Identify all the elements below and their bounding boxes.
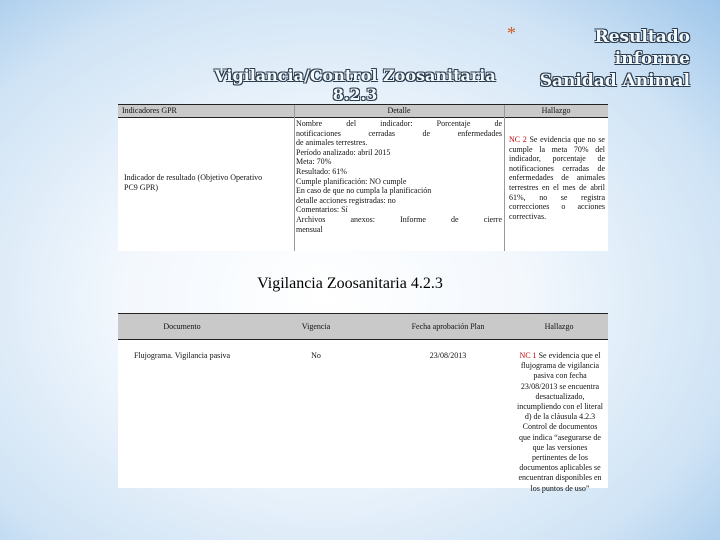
detail-line: Archivos anexos: Informe de cierre	[296, 214, 502, 224]
detail-line: Comentarios: Sí	[296, 205, 348, 215]
finding-cell	[516, 351, 604, 494]
report-title	[520, 26, 690, 92]
detail-line: Meta: 70%	[296, 157, 332, 167]
finding-text: Se evidencia que no se cumple la meta 70% del indicador, porcentaje de notificaciones cerradas de enfermedades de animales terrestres en el mes de abril 61%, no se registra correcciones o acciones correctivas.	[509, 135, 605, 221]
detail-cell	[296, 119, 502, 234]
detail-line: Cumple planificación: NO cumple	[296, 176, 407, 186]
detail-line: Período analizado: abril 2015	[296, 147, 391, 157]
asterisk-decoration: *	[507, 23, 516, 43]
fecha-cell: 23/08/2013	[429, 351, 467, 360]
detail-line: Nombre del indicador: Porcentaje de	[296, 119, 502, 128]
nonconformity-label: NC 2	[509, 135, 527, 144]
header-indicadores: Indicadores GPR	[118, 105, 298, 118]
header-vigencia: Vigencia	[246, 313, 386, 340]
indicators-table	[118, 104, 608, 251]
indicator-cell: Indicador de resultado (Objetivo Operativo PC9 GPR)	[124, 173, 263, 192]
column-divider	[504, 105, 505, 251]
detail-line: detalle acciones registradas: no	[296, 195, 396, 205]
finding-text: Se evidencia que el flujograma de vigilancia pasiva con fecha 23/08/2013 se encuentra desactualizado, incumpliendo con el literal d) de la cláusula 4.2.3 Control de documentos que indica “asegurarse de que las versiones pertinentes de los documentos aplicables se encuentran disponibles en los puntos de uso”	[517, 351, 603, 493]
detail-line: notificaciones cerradas de enfermedades	[296, 128, 502, 138]
header-detalle: Detalle	[294, 105, 504, 118]
documento-cell: Flujograma. Vigilancia pasiva	[133, 351, 230, 360]
header-fecha: Fecha aprobación Plan	[386, 313, 510, 340]
page-title: Vigilancia/Control Zoosanitaria 8.2.3	[214, 66, 496, 104]
column-divider	[294, 105, 295, 251]
header-hallazgo: Hallazgo	[510, 313, 608, 340]
header-documento: Documento	[118, 313, 246, 340]
header-hallazgo: Hallazgo	[504, 105, 608, 118]
detail-line: En caso de que no cumpla la planificación	[296, 186, 432, 196]
vigencia-cell: No	[311, 351, 321, 360]
detail-line: mensual	[296, 224, 323, 234]
section-subtitle: Vigilancia Zoosanitaria 4.2.3	[257, 275, 443, 292]
report-title-line1: Resultado informe	[594, 27, 690, 69]
finding-cell	[509, 135, 605, 221]
detail-line: de animales terrestres.	[296, 138, 368, 148]
detail-line: Resultado: 61%	[296, 166, 347, 176]
documents-table	[118, 313, 608, 493]
report-title-line2: Sanidad Animal	[539, 71, 690, 91]
nonconformity-label: NC 1	[519, 351, 537, 360]
